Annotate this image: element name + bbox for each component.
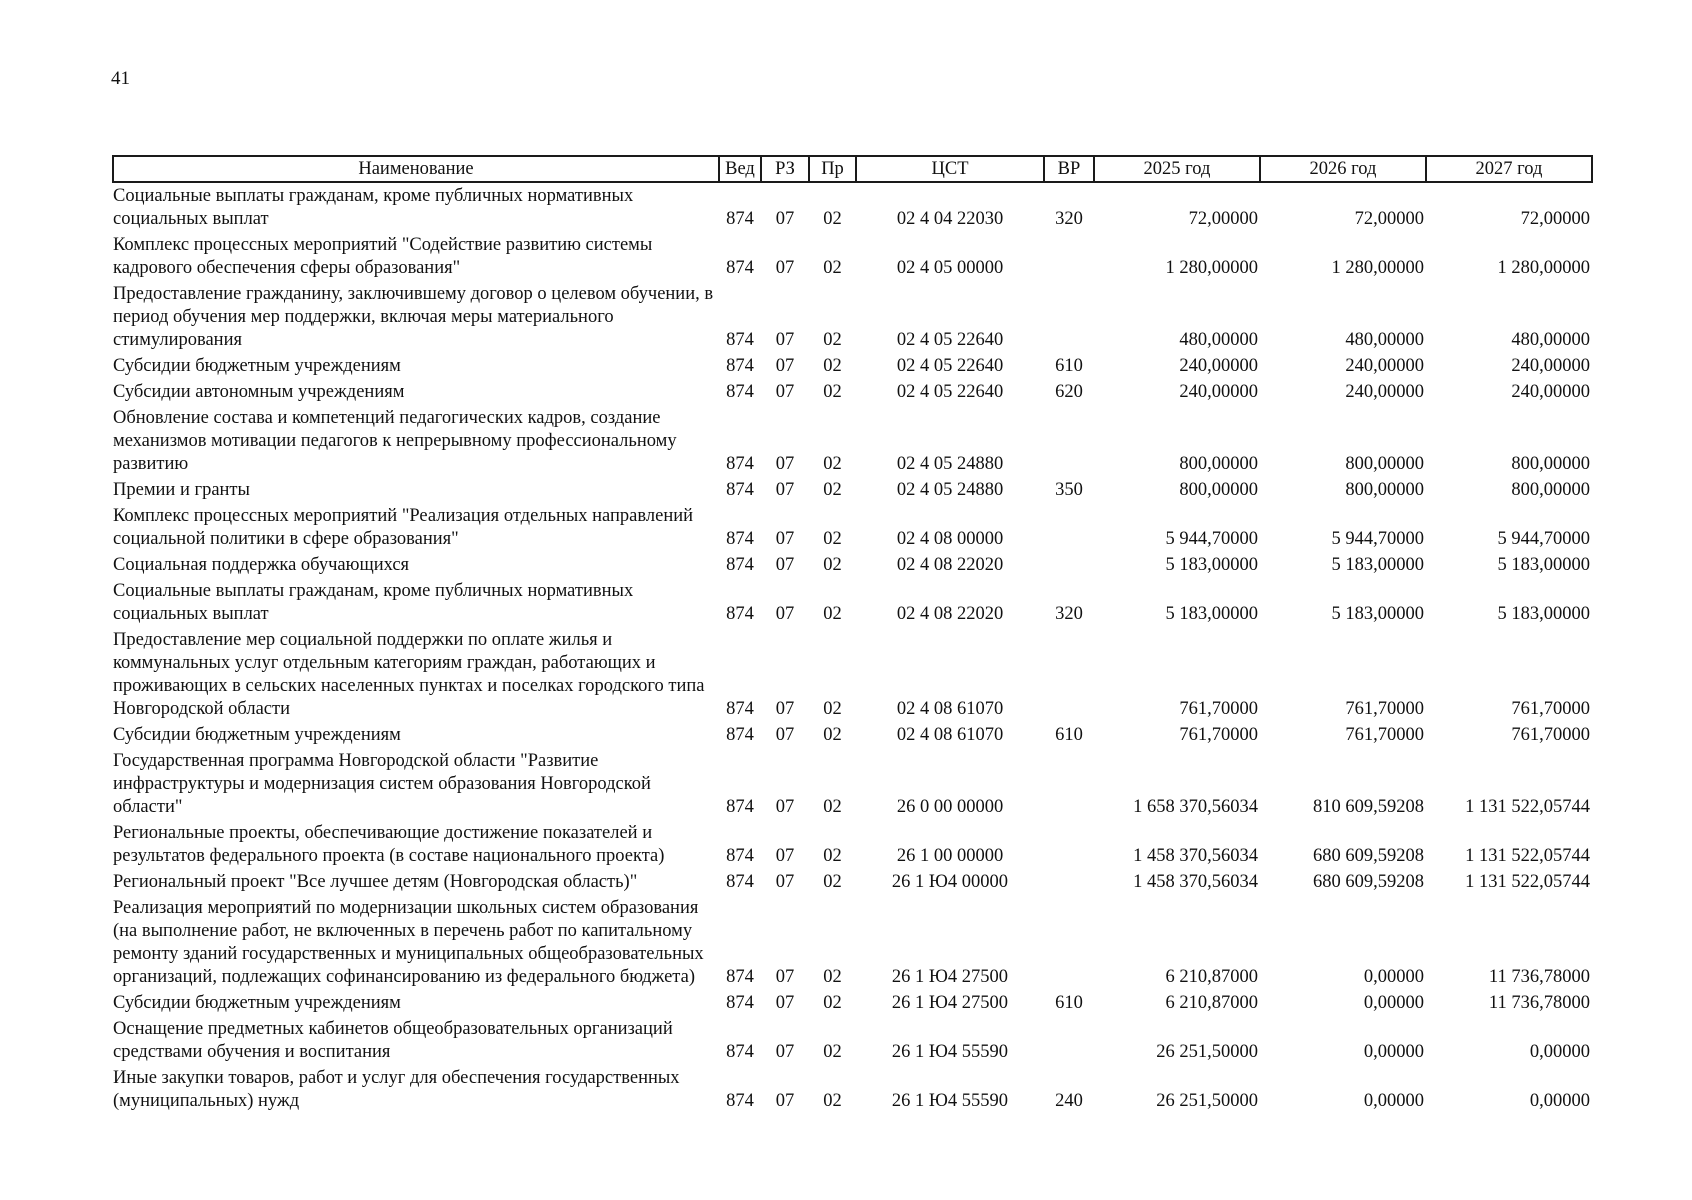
row-amount-2026: 0,00000 [1363,1042,1424,1062]
row-amount-2025: 800,00000 [1179,480,1258,500]
row-vr: 620 [1055,382,1083,402]
row-pr: 02 [823,725,842,745]
row-ved: 874 [726,1091,754,1111]
row-amount-2027: 1 131 522,05744 [1465,872,1590,892]
row-ved: 874 [726,480,754,500]
row-pr: 02 [823,846,842,866]
row-pr: 02 [823,356,842,376]
row-amount-2026: 1 280,00000 [1331,258,1424,278]
row-amount-2026: 0,00000 [1363,1091,1424,1111]
row-name: Обновление состава и компетенций педагогических кадров, создание механизмов мотивации педагогов к непрерывному профессиональному развитию [113,408,677,474]
row-vr [1044,283,1094,355]
row-amount-2025: 1 458 370,56034 [1133,846,1258,866]
row-ved: 874 [726,797,754,817]
row-amount-2027: 1 131 522,05744 [1465,846,1590,866]
row-pr: 02 [823,480,842,500]
row-amount-2025: 6 210,87000 [1165,967,1258,987]
row-amount-2025: 800,00000 [1179,454,1258,474]
row-name: Социальные выплаты гражданам, кроме публичных нормативных социальных выплат [113,186,634,229]
row-amount-2025: 5 183,00000 [1165,555,1258,575]
row-ved: 874 [726,382,754,402]
row-amount-2025: 5 183,00000 [1165,604,1258,624]
row-ved: 874 [726,967,754,987]
row-name: Государственная программа Новгородской области "Развитие инфраструктуры и модернизация систем образования Новгородской области" [113,751,651,817]
row-name: Иные закупки товаров, работ и услуг для обеспечения государственных (муниципальных) нужд [113,1068,680,1111]
budget-table [112,155,1593,1116]
row-pr: 02 [823,967,842,987]
row-amount-2027: 240,00000 [1511,382,1590,402]
page-number: 41 [111,68,130,89]
row-cst: 02 4 04 22030 [896,209,1004,229]
table-row [113,580,1592,629]
row-ved: 874 [726,699,754,719]
row-rz: 07 [775,330,795,350]
row-amount-2027: 480,00000 [1511,330,1590,350]
row-cst: 02 4 05 24880 [896,480,1004,500]
row-vr: 610 [1055,356,1083,376]
row-amount-2025: 1 658 370,56034 [1133,797,1258,817]
row-vr: 350 [1055,480,1083,500]
table-row [113,283,1592,355]
row-amount-2026: 800,00000 [1345,480,1424,500]
row-pr: 02 [823,330,842,350]
header-2026: 2026 год [1260,156,1426,182]
row-amount-2026: 680 609,59208 [1313,846,1424,866]
row-amount-2025: 480,00000 [1179,330,1258,350]
row-rz: 07 [775,993,795,1013]
row-ved: 874 [726,454,754,474]
row-amount-2025: 5 944,70000 [1165,529,1258,549]
row-amount-2027: 11 736,78000 [1488,967,1590,987]
row-name: Субсидии бюджетным учреждениям [113,993,401,1013]
table-row [113,234,1592,283]
row-amount-2026: 5 183,00000 [1331,604,1424,624]
row-rz: 07 [775,555,795,575]
row-amount-2027: 5 183,00000 [1497,555,1590,575]
row-amount-2025: 26 251,50000 [1156,1042,1258,1062]
row-pr: 02 [823,993,842,1013]
row-amount-2025: 761,70000 [1179,699,1258,719]
table-row [113,1067,1592,1116]
row-amount-2027: 11 736,78000 [1488,993,1590,1013]
row-rz: 07 [775,604,795,624]
header-2025: 2025 год [1094,156,1260,182]
row-rz: 07 [775,725,795,745]
table-row [113,822,1592,871]
row-name: Региональные проекты, обеспечивающие достижение показателей и результатов федерального проекта (в составе национального проекта) [113,823,665,866]
row-cst: 26 1 00 00000 [896,846,1004,866]
row-ved: 874 [726,846,754,866]
row-name: Оснащение предметных кабинетов общеобразовательных организаций средствами обучения и воспитания [113,1019,673,1062]
row-rz: 07 [775,1042,795,1062]
row-vr [1044,871,1094,897]
row-vr [1044,1018,1094,1067]
row-amount-2026: 0,00000 [1363,967,1424,987]
row-pr: 02 [823,1042,842,1062]
row-cst: 26 1 Ю4 55590 [891,1091,1009,1111]
row-pr: 02 [823,1091,842,1111]
row-ved: 874 [726,209,754,229]
row-amount-2025: 1 280,00000 [1165,258,1258,278]
row-vr [1044,407,1094,479]
row-ved: 874 [726,725,754,745]
row-ved: 874 [726,258,754,278]
row-vr: 610 [1055,725,1083,745]
row-name: Субсидии автономным учреждениям [113,382,405,402]
row-pr: 02 [823,209,842,229]
row-amount-2026: 800,00000 [1345,454,1424,474]
header-row [113,156,1592,182]
row-vr [1044,629,1094,724]
row-pr: 02 [823,555,842,575]
row-amount-2025: 26 251,50000 [1156,1091,1258,1111]
row-amount-2026: 810 609,59208 [1313,797,1424,817]
row-amount-2026: 240,00000 [1345,356,1424,376]
row-pr: 02 [823,699,842,719]
row-rz: 07 [775,1091,795,1111]
table-body [113,182,1592,1116]
row-pr: 02 [823,797,842,817]
row-rz: 07 [775,699,795,719]
row-vr: 610 [1055,993,1083,1013]
row-rz: 07 [775,258,795,278]
header-ved: Вед [719,156,761,182]
row-amount-2027: 1 280,00000 [1497,258,1590,278]
table-row [113,871,1592,897]
row-amount-2027: 0,00000 [1529,1042,1590,1062]
row-cst: 02 4 08 61070 [896,699,1004,719]
table-row [113,629,1592,724]
row-amount-2026: 5 944,70000 [1331,529,1424,549]
header-name: Наименование [113,156,719,182]
row-amount-2026: 761,70000 [1345,699,1424,719]
row-amount-2026: 680 609,59208 [1313,872,1424,892]
row-name: Комплекс процессных мероприятий "Реализация отдельных направлений социальной политики в сфере образования" [113,506,694,549]
row-amount-2026: 72,00000 [1354,209,1424,229]
row-amount-2027: 800,00000 [1511,454,1590,474]
row-name: Субсидии бюджетным учреждениям [113,356,401,376]
row-amount-2027: 5 183,00000 [1497,604,1590,624]
table-row [113,750,1592,822]
row-name: Премии и гранты [113,480,250,500]
row-cst: 26 1 Ю4 27500 [891,967,1009,987]
row-amount-2027: 761,70000 [1511,725,1590,745]
row-ved: 874 [726,604,754,624]
row-amount-2025: 72,00000 [1188,209,1258,229]
row-amount-2027: 761,70000 [1511,699,1590,719]
row-cst: 02 4 05 22640 [896,356,1004,376]
row-amount-2025: 1 458 370,56034 [1133,872,1258,892]
row-pr: 02 [823,529,842,549]
row-name: Предоставление гражданину, заключившему договор о целевом обучении, в период обучения мер поддержки, включая меры материального стимулирования [113,284,714,350]
row-pr: 02 [823,258,842,278]
row-name: Социальная поддержка обучающихся [113,555,410,575]
row-ved: 874 [726,1042,754,1062]
row-name: Региональный проект "Все лучшее детям (Новгородская область)" [113,872,638,892]
table-row [113,1018,1592,1067]
row-amount-2025: 240,00000 [1179,356,1258,376]
row-pr: 02 [823,454,842,474]
row-vr: 240 [1055,1091,1083,1111]
row-cst: 26 1 Ю4 00000 [891,872,1009,892]
row-vr [1044,505,1094,554]
table-row [113,407,1592,479]
row-vr: 320 [1055,209,1083,229]
row-amount-2026: 240,00000 [1345,382,1424,402]
header-pr: Пр [809,156,856,182]
row-cst: 02 4 08 61070 [896,725,1004,745]
row-cst: 02 4 05 22640 [896,382,1004,402]
table-row [113,992,1592,1018]
row-name: Социальные выплаты гражданам, кроме публичных нормативных социальных выплат [113,581,634,624]
row-vr [1044,822,1094,871]
row-rz: 07 [775,480,795,500]
row-ved: 874 [726,993,754,1013]
row-rz: 07 [775,529,795,549]
row-cst: 26 0 00 00000 [896,797,1004,817]
row-ved: 874 [726,555,754,575]
header-rz: РЗ [761,156,809,182]
row-name: Комплекс процессных мероприятий "Содействие развитию системы кадрового обеспечения сферы образования" [113,235,653,278]
row-cst: 02 4 08 22020 [896,604,1004,624]
row-amount-2027: 240,00000 [1511,356,1590,376]
table-row [113,381,1592,407]
row-amount-2027: 72,00000 [1520,209,1590,229]
row-cst: 02 4 05 24880 [896,454,1004,474]
row-rz: 07 [775,209,795,229]
row-cst: 02 4 08 00000 [896,529,1004,549]
row-rz: 07 [775,846,795,866]
row-cst: 02 4 05 22640 [896,330,1004,350]
table-header [113,156,1592,182]
row-amount-2025: 240,00000 [1179,382,1258,402]
row-amount-2027: 0,00000 [1529,1091,1590,1111]
row-amount-2026: 480,00000 [1345,330,1424,350]
row-pr: 02 [823,382,842,402]
row-pr: 02 [823,604,842,624]
row-amount-2027: 1 131 522,05744 [1465,797,1590,817]
row-amount-2025: 761,70000 [1179,725,1258,745]
table-row [113,355,1592,381]
row-rz: 07 [775,872,795,892]
table-row [113,554,1592,580]
row-amount-2026: 5 183,00000 [1331,555,1424,575]
row-amount-2027: 800,00000 [1511,480,1590,500]
table-row [113,479,1592,505]
header-2027: 2027 год [1426,156,1592,182]
row-ved: 874 [726,330,754,350]
row-amount-2026: 761,70000 [1345,725,1424,745]
row-amount-2025: 6 210,87000 [1165,993,1258,1013]
row-name: Субсидии бюджетным учреждениям [113,725,401,745]
header-cst: ЦСТ [856,156,1044,182]
row-vr [1044,750,1094,822]
row-ved: 874 [726,529,754,549]
row-rz: 07 [775,454,795,474]
row-rz: 07 [775,797,795,817]
row-name: Реализация мероприятий по модернизации школьных систем образования (на выполнение работ, не включенных в перечень работ по капитальному ремонту зданий государственных и муниципальных общеобразовательных организаций, подлежащих софинансированию из федерального бюджета) [113,898,704,987]
row-cst: 26 1 Ю4 27500 [891,993,1009,1013]
row-rz: 07 [775,382,795,402]
row-rz: 07 [775,356,795,376]
row-amount-2026: 0,00000 [1363,993,1424,1013]
row-name: Предоставление мер социальной поддержки по оплате жилья и коммунальных услуг отдельным категориям граждан, работающих и проживающих в сельских населенных пунктах и поселках городского типа Новгородской области [113,630,705,719]
row-ved: 874 [726,356,754,376]
table-row [113,505,1592,554]
header-vr: ВР [1044,156,1094,182]
row-vr [1044,554,1094,580]
table-row [113,182,1592,234]
row-vr [1044,234,1094,283]
row-rz: 07 [775,967,795,987]
row-cst: 02 4 08 22020 [896,555,1004,575]
table-row [113,897,1592,992]
row-amount-2027: 5 944,70000 [1497,529,1590,549]
row-vr: 320 [1055,604,1083,624]
row-ved: 874 [726,872,754,892]
row-cst: 02 4 05 00000 [896,258,1004,278]
table-row [113,724,1592,750]
row-pr: 02 [823,872,842,892]
row-cst: 26 1 Ю4 55590 [891,1042,1009,1062]
row-vr [1044,897,1094,992]
